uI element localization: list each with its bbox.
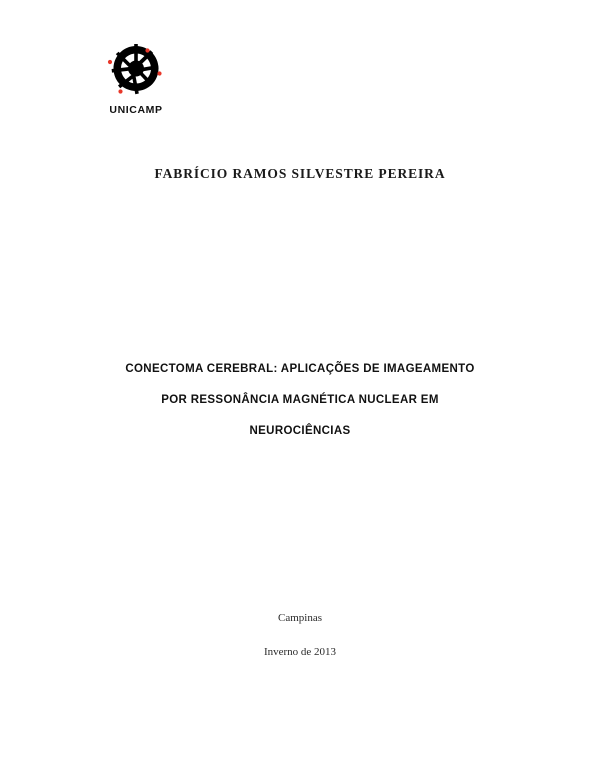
unicamp-wordmark: UNICAMP [109,104,163,116]
publication-place: Campinas [278,612,322,624]
document-title [100,354,500,447]
publication-date: Inverno de 2013 [263,646,337,658]
author-name: FABRÍCIO RAMOS SILVESTRE PEREIRA [154,166,446,181]
title-line-2: POR RESSONÂNCIA MAGNÉTICA NUCLEAR EM [161,394,439,406]
unicamp-logo [93,42,179,124]
unicamp-logo-icon [105,42,167,100]
title-line-3: NEUROCIÊNCIAS [249,425,351,437]
title-line-1: CONECTOMA CEREBRAL: APLICAÇÕES DE IMAGEAMENTO [125,363,475,375]
